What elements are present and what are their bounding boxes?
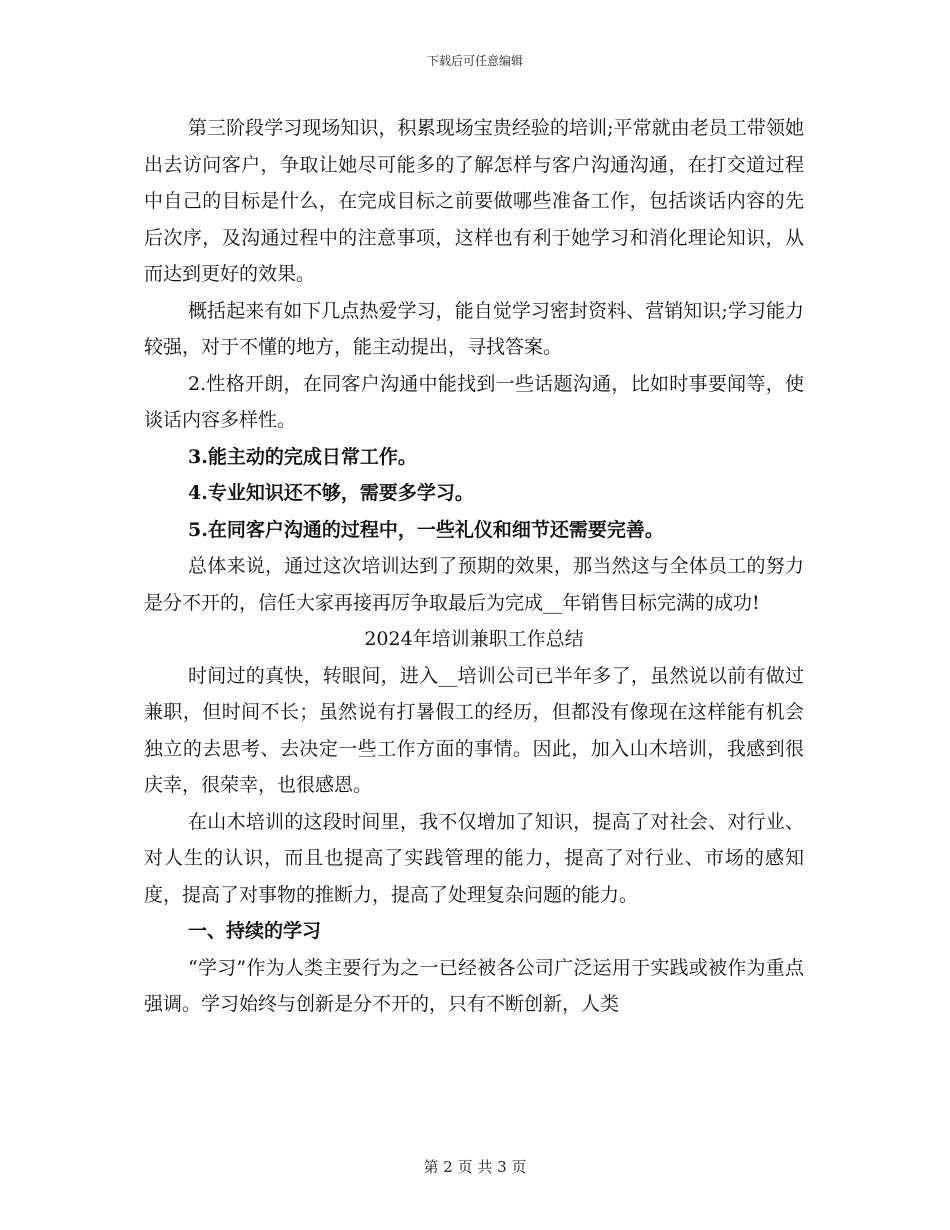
list-item-3: 3.能主动的完成日常工作。 <box>188 445 417 468</box>
document-body <box>144 110 804 1023</box>
page-header: 下载后可任意编辑 <box>426 54 523 68</box>
paragraph-intro: 时间过的真快，转眼间，进入__培训公司已半年多了，虽然说以前有做过兼职，但时间不长；虽然说有打暑假工的经历，但都没有像现在这样能有机会独立的去思考、去决定一些工作方面的事情。因此，加入山木培训，我感到很庆幸，很荣幸，也很感恩。 <box>144 664 804 796</box>
page-footer: 第 2 页 共 3 页 <box>423 1158 527 1176</box>
paragraph-stage-three: 第三阶段学习现场知识，积累现场宝贵经验的培训;平常就由老员工带领她出去访问客户，争取让她尽可能多的了解怎样与客户沟通沟通，在打交道过程中自己的目标是什么，在完成目标之前要做哪些准备工作，包括谈话内容的先后次序，及沟通过程中的注意事项，这样也有利于她学习和消化理论知识，从而达到更好的效果。 <box>144 117 804 285</box>
subheading-learning: 一、持续的学习 <box>188 920 322 942</box>
list-item-5: 5.在同客户沟通的过程中，一些礼仪和细节还需要完善。 <box>188 518 664 541</box>
list-item-2: 2.性格开朗，在同客户沟通中能找到一些话题沟通，比如时事要闻等，使谈话内容多样性。 <box>144 372 804 431</box>
paragraph-conclusion: 总体来说，通过这次培训达到了预期的效果，那当然这与全体员工的努力是分不开的，信任大家再接再厉争取最后为完成__年销售目标完满的成功! <box>144 555 804 614</box>
paragraph-summary-points: 概括起来有如下几点热爱学习，能自觉学习密封资料、营销知识;学习能力较强，对于不懂的地方，能主动提出，寻找答案。 <box>144 299 804 358</box>
section-title: 2024年培训兼职工作总结 <box>364 628 584 650</box>
list-item-4: 4.专业知识还不够，需要多学习。 <box>188 482 474 504</box>
paragraph-gains: 在山木培训的这段时间里，我不仅增加了知识，提高了对社会、对行业、对人生的认识，而且也提高了实践管理的能力，提高了对行业、市场的感知度，提高了对事物的推断力，提高了处理复杂问题的能力。 <box>144 810 804 906</box>
paragraph-learning: “学习”作为人类主要行为之一已经被各公司广泛运用于实践或被作为重点强调。学习始终与创新是分不开的，只有不断创新，人类 <box>144 956 804 1015</box>
